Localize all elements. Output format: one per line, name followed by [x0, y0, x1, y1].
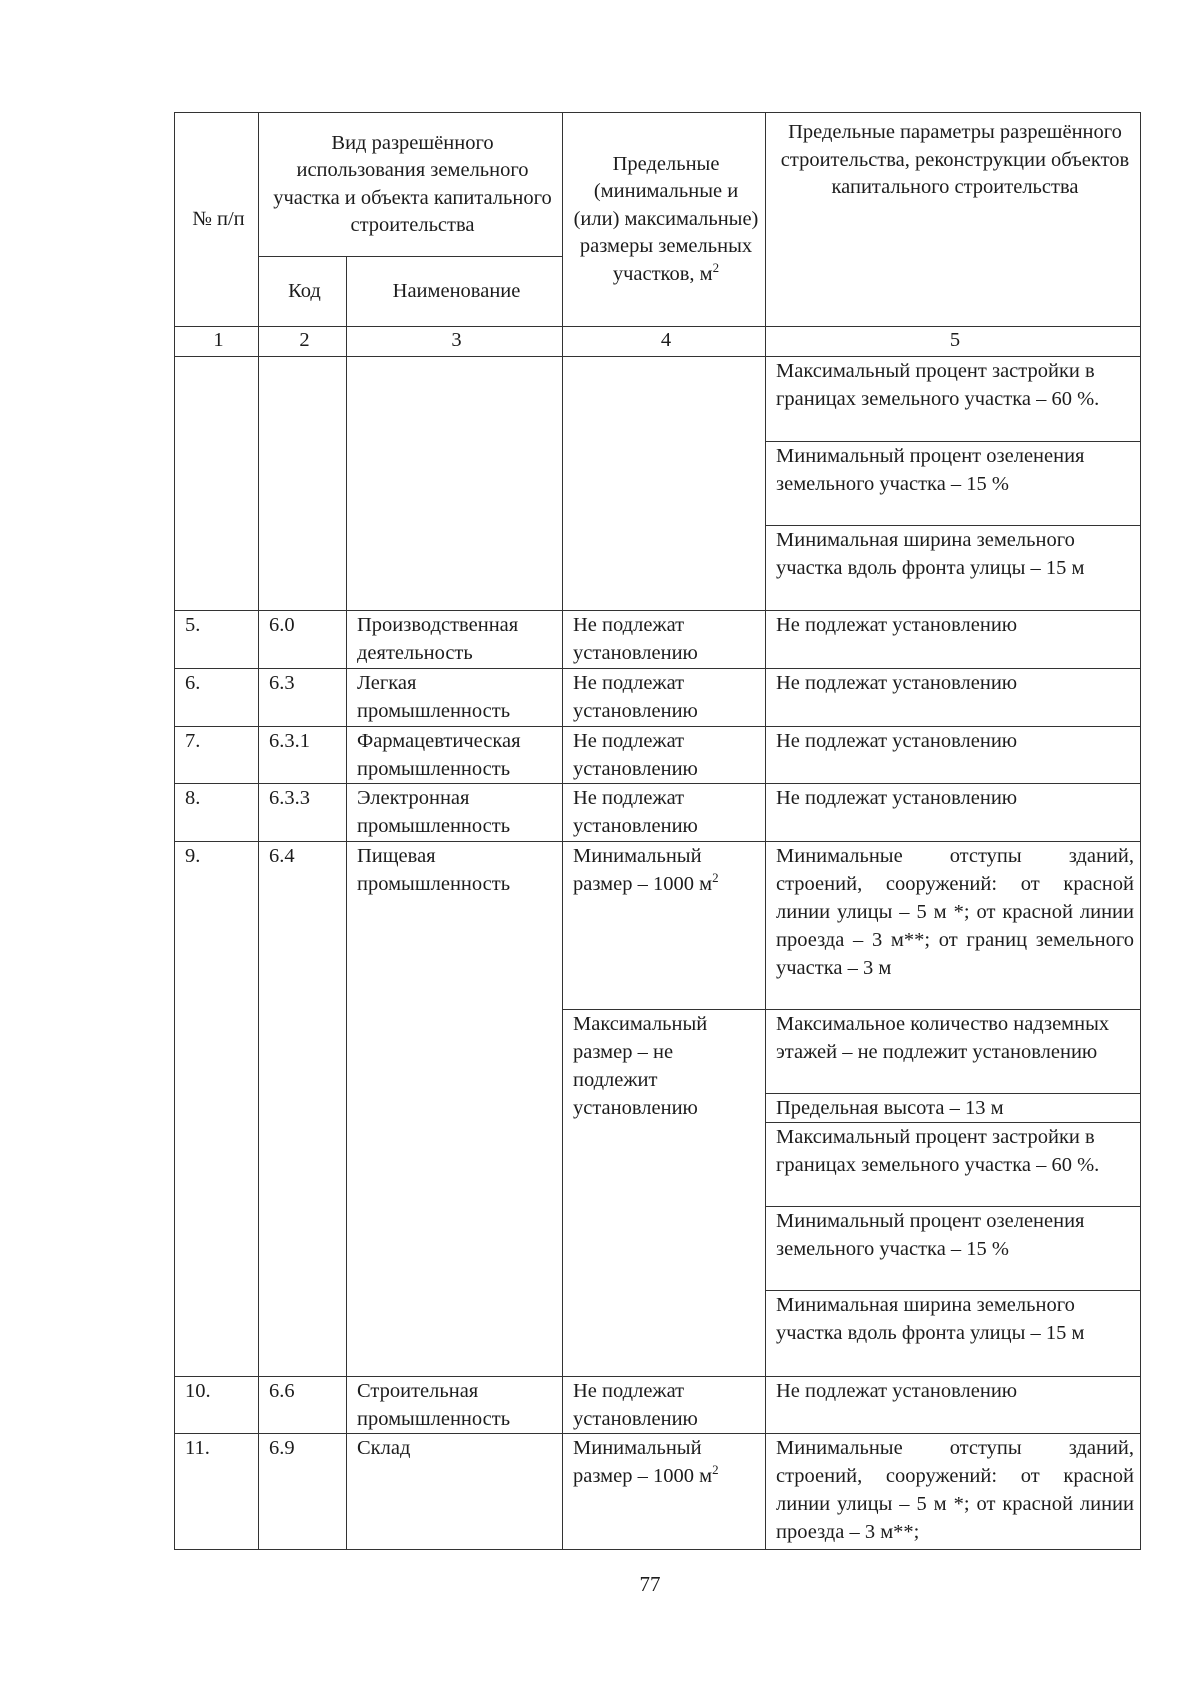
cell-code: 6.3 — [259, 669, 347, 727]
cell-size: Не подлежат установлению — [563, 784, 766, 842]
column-index: 4 — [563, 327, 766, 357]
header-plot-size: Предельные (минимальные и (или) максимальные) размеры земельных участков, $м^2$ — [563, 113, 766, 327]
cell-code: 6.9 — [259, 1434, 347, 1550]
cell-param: Максимальный процент застройки в границах земельного участка – 60 %. — [766, 1123, 1141, 1207]
cell-code: 6.3.3 — [259, 784, 347, 842]
header-code: Код — [259, 257, 347, 327]
cell-param: Не подлежат установлению — [766, 727, 1141, 784]
table-row — [175, 357, 1141, 442]
cell-name: Электронная промышленность — [347, 784, 563, 842]
cell-size-min: Минимальный размер – 1000 $м^2$ — [563, 842, 766, 1010]
cell-name: Производственная деятельность — [347, 611, 563, 669]
cell-num: 6. — [175, 669, 259, 727]
cell-param: Предельная высота – 13 м — [766, 1094, 1141, 1123]
cell-num: 11. — [175, 1434, 259, 1550]
table-row — [175, 727, 1141, 784]
column-index: 1 — [175, 327, 259, 357]
cell-name: Легкая промышленность — [347, 669, 563, 727]
table-row — [175, 784, 1141, 842]
column-index-row — [175, 327, 1141, 357]
cell-param: Максимальный процент застройки в границах земельного участка – 60 %. — [766, 357, 1141, 442]
cell-num: 7. — [175, 727, 259, 784]
table-row — [175, 1434, 1141, 1550]
cell-num: 10. — [175, 1377, 259, 1434]
cell-size-min: Минимальный размер – 1000 $м^2$ — [563, 1434, 766, 1550]
cell-param: Не подлежат установлению — [766, 669, 1141, 727]
cell-size: Не подлежат установлению — [563, 669, 766, 727]
column-index: 3 — [347, 327, 563, 357]
table-row — [175, 842, 1141, 1010]
cell-code: 6.6 — [259, 1377, 347, 1434]
header-name: Наименование — [347, 257, 563, 327]
page-number: 77 — [639, 1572, 661, 1596]
header-usage-type: Вид разрешённого использования земельного участка и объекта капитального строительства — [259, 113, 563, 257]
header-num: № п/п — [175, 113, 259, 327]
cell-size: Не подлежат установлению — [563, 611, 766, 669]
cell-code: 6.4 — [259, 842, 347, 1377]
cell-size-max: Максимальный размер – не подлежит установлению — [563, 1010, 766, 1377]
cell-param: Минимальные отступы зданий, строений, сооружений: от красной линии улицы – 5 м *; от красной линии проезда – 3 м**; — [766, 1434, 1141, 1550]
cell-name — [347, 357, 563, 611]
regulations-table — [174, 112, 1141, 1550]
cell-name: Фармацевтическая промышленность — [347, 727, 563, 784]
cell-param: Максимальное количество надземных этажей – не подлежит установлению — [766, 1010, 1141, 1094]
column-index: 5 — [766, 327, 1141, 357]
cell-name: Строительная промышленность — [347, 1377, 563, 1434]
cell-param: Не подлежат установлению — [766, 784, 1141, 842]
cell-name: Склад — [347, 1434, 563, 1550]
cell-code — [259, 357, 347, 611]
cell-param: Минимальный процент озеленения земельного участка – 15 % — [766, 442, 1141, 526]
cell-size: Не подлежат установлению — [563, 727, 766, 784]
cell-size — [563, 357, 766, 611]
cell-param: Не подлежат установлению — [766, 1377, 1141, 1434]
cell-code: 6.3.1 — [259, 727, 347, 784]
cell-param: Минимальные отступы зданий, строений, сооружений: от красной линии улицы – 5 м *; от красной линии проезда – 3 м**; от границ земельного участка – 3 м — [766, 842, 1141, 1010]
table-row — [175, 1377, 1141, 1434]
cell-num: 8. — [175, 784, 259, 842]
table-row — [175, 669, 1141, 727]
table-row — [175, 611, 1141, 669]
cell-code: 6.0 — [259, 611, 347, 669]
cell-param: Минимальный процент озеленения земельного участка – 15 % — [766, 1207, 1141, 1291]
column-index: 2 — [259, 327, 347, 357]
header-build-params: Предельные параметры разрешённого строительства, реконструкции объектов капитального строительства — [766, 113, 1141, 327]
cell-num — [175, 357, 259, 611]
cell-name: Пищевая промышленность — [347, 842, 563, 1377]
cell-num: 9. — [175, 842, 259, 1377]
cell-param: Минимальная ширина земельного участка вдоль фронта улицы – 15 м — [766, 526, 1141, 611]
cell-num: 5. — [175, 611, 259, 669]
cell-size: Не подлежат установлению — [563, 1377, 766, 1434]
cell-param: Минимальная ширина земельного участка вдоль фронта улицы – 15 м — [766, 1291, 1141, 1377]
cell-param: Не подлежат установлению — [766, 611, 1141, 669]
